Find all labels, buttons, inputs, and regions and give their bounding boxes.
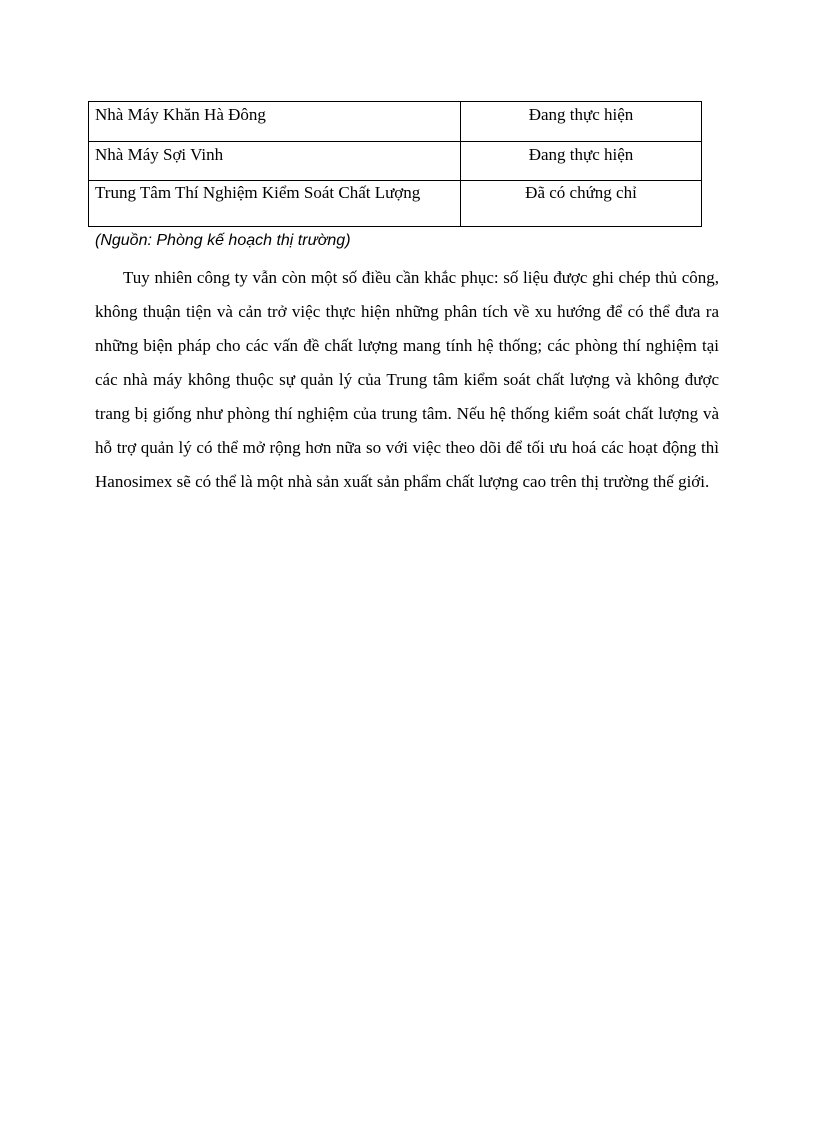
facility-name-cell: Nhà Máy Khăn Hà Đông bbox=[89, 102, 461, 142]
table-row bbox=[89, 181, 702, 227]
body-paragraph: Tuy nhiên công ty vẫn còn một số điều cần khắc phục: số liệu được ghi chép thủ công, không thuận tiện và cản trở việc thực hiện những phân tích về xu hướng để có thể đưa ra những biện pháp cho các vấn đề chất lượng mang tính hệ thống; các phòng thí nghiệm tại các nhà máy không thuộc sự quản lý của Trung tâm kiểm soát chất lượng và không được trang bị giống như phòng thí nghiệm của trung tâm. Nếu hệ thống kiểm soát chất lượng và hỗ trợ quản lý có thể mở rộng hơn nữa so với việc theo dõi để tối ưu hoá các hoạt động thì Hanosimex sẽ có thể là một nhà sản xuất sản phẩm chất lượng cao trên thị trường thế giới. bbox=[95, 268, 719, 491]
source-note: (Nguồn: Phòng kế hoạch thị trường) bbox=[95, 232, 351, 249]
facility-name-cell: Nhà Máy Sợi Vinh bbox=[89, 142, 461, 181]
status-cell: Đang thực hiện bbox=[461, 142, 702, 181]
table-row bbox=[89, 142, 702, 181]
status-cell: Đã có chứng chỉ bbox=[461, 181, 702, 227]
certification-status-table bbox=[88, 101, 702, 227]
status-cell: Đang thực hiện bbox=[461, 102, 702, 142]
table-row bbox=[89, 102, 702, 142]
facility-name-cell: Trung Tâm Thí Nghiệm Kiểm Soát Chất Lượng bbox=[89, 181, 461, 227]
